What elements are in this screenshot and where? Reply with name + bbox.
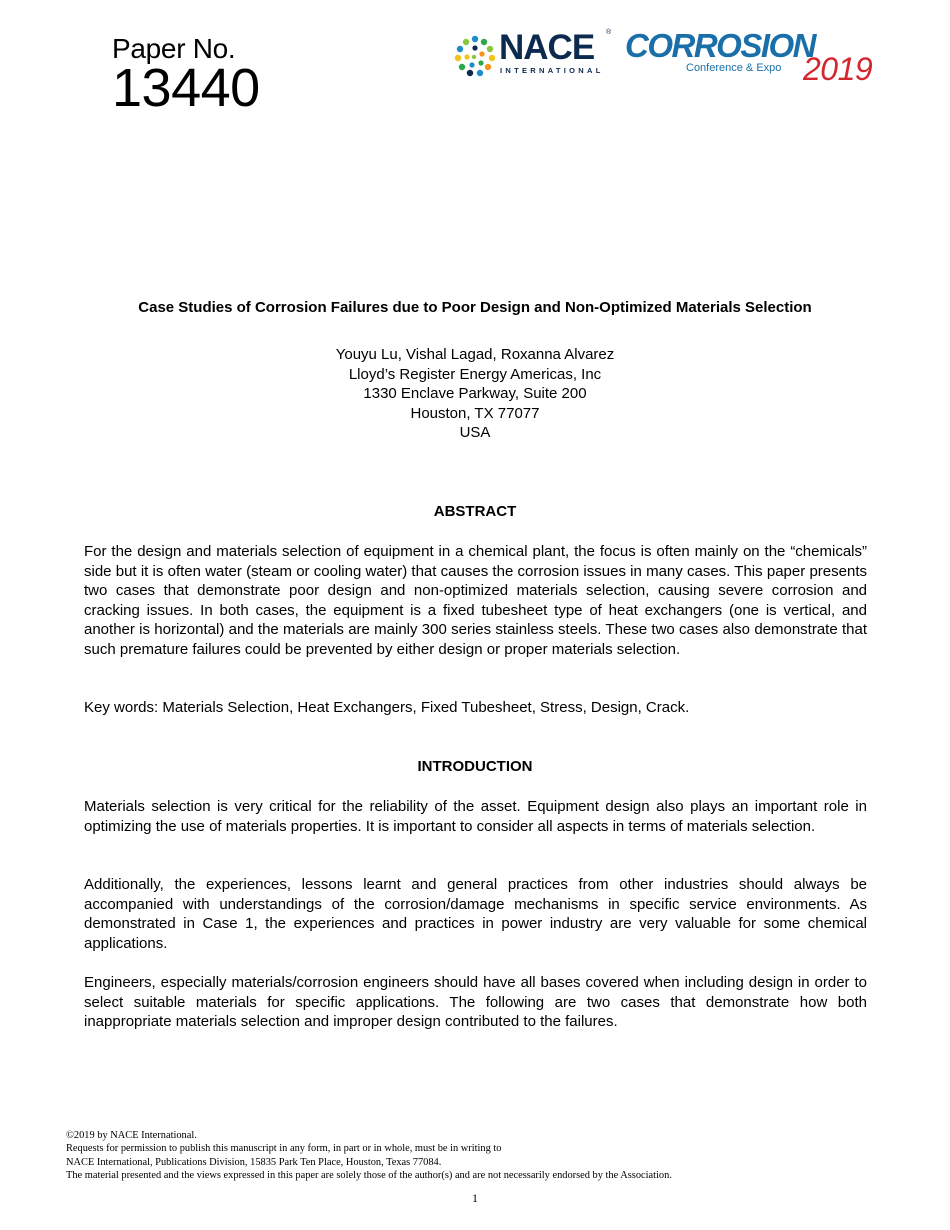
copyright-footer (66, 1129, 886, 1182)
introduction-heading: INTRODUCTION (417, 758, 533, 775)
corrosion-conference-logo (625, 28, 883, 88)
footer-line: ©2019 by NACE International. (66, 1130, 197, 1141)
footer-line: Requests for permission to publish this manuscript in any form, in part or in whole, must be in writing to (66, 1143, 502, 1155)
author-street: 1330 Enclave Parkway, Suite 200 (363, 385, 587, 403)
paper-title: Case Studies of Corrosion Failures due to Poor Design and Non-Optimized Materials Selection (138, 299, 812, 316)
registered-mark: ® (606, 29, 612, 36)
page-number: 1 (472, 1191, 478, 1205)
nace-subtitle: INTERNATIONAL (500, 66, 604, 75)
conference-subtitle: Conference & Expo (686, 62, 782, 74)
author-names: Youyu Lu, Vishal Lagad, Roxanna Alvarez (335, 346, 615, 363)
nace-logo (453, 28, 618, 80)
introduction-paragraph-3: Engineers, especially materials/corrosion engineers should have all bases covered when including design in order to select suitable materials for specific applications. The following are two cases that demonstrate how both inappropriate materials selection and improper design contributed to the failures. (84, 974, 867, 1030)
corrosion-wordmark: CORROSION (625, 27, 816, 64)
abstract-body: For the design and materials selection of equipment in a chemical plant, the focus is often mainly on the “chemicals” side but it is often water (steam or cooling water) that causes the corrosion issues in many cases. This paper presents two cases that demonstrate poor design and non-optimized materials selection, causing severe corrosion and cracking issues. In both cases, the equipment is a fixed tubesheet type of heat exchangers (one is vertical, and another is horizontal) and the materials are mainly 300 series stainless steels. These two cases also demonstrate that such premature failures could be prevented by either design or proper materials selection. (84, 543, 867, 658)
author-city: Houston, TX 77077 (410, 404, 540, 422)
introduction-paragraph-2: Additionally, the experiences, lessons learnt and general practices from other industries should always be accompanied with understandings of the corrosion/damage mechanisms in specific service environments. As demonstrated in Case 1, the experiences and practices in power industry are very valuable for some chemical applications. (84, 876, 867, 952)
nace-wordmark: NACE (499, 28, 595, 67)
author-country: USA (459, 424, 491, 442)
abstract-heading: ABSTRACT (433, 503, 517, 520)
paper-number: 13440 (112, 58, 260, 118)
footer-line: NACE International, Publications Division, 15835 Park Ten Place, Houston, Texas 77084. (66, 1156, 442, 1168)
introduction-paragraph-1: Materials selection is very critical for the reliability of the asset. Equipment design also plays an important role in optimizing the use of materials properties. It is important to consider all aspects in terms of materials selection. (84, 798, 867, 835)
author-organization: Lloyd’s Register Energy Americas, Inc (348, 365, 602, 383)
author-block (0, 345, 950, 443)
conference-year: 2019 (803, 51, 873, 87)
paper-label: Paper No. (112, 33, 236, 64)
footer-line: The material presented and the views expressed in this paper are solely those of the author(s) and are not necessarily endorsed by the Association. (66, 1169, 672, 1181)
keywords: Key words: Materials Selection, Heat Exchangers, Fixed Tubesheet, Stress, Design, Crack. (84, 699, 690, 716)
nace-globe-icon (453, 34, 497, 78)
